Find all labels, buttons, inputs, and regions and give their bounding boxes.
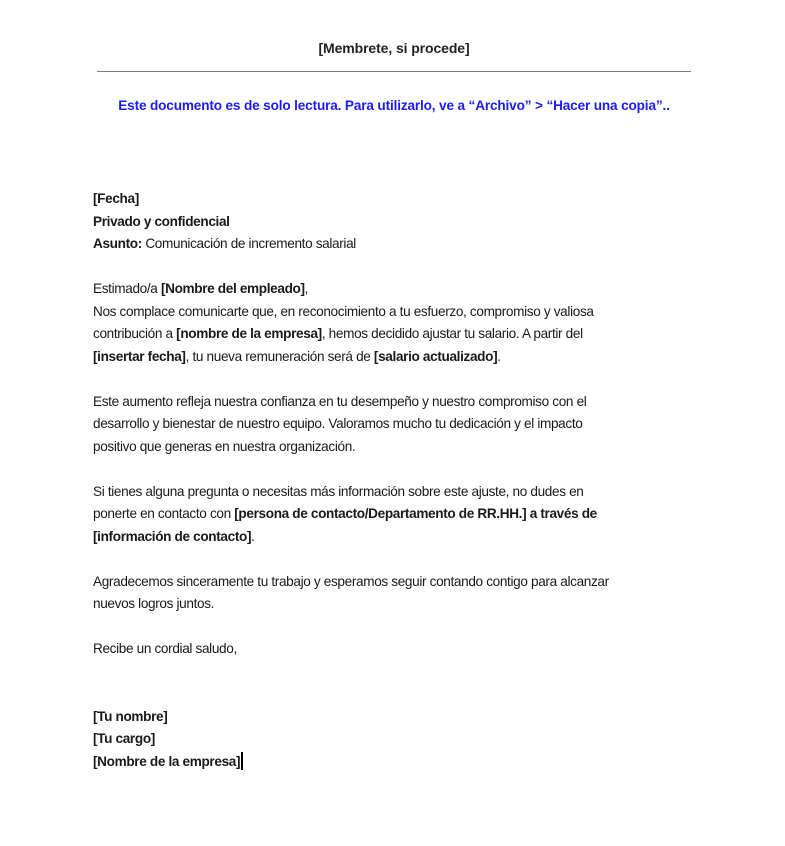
text-line (93, 346, 733, 369)
paragraph-spacer (93, 548, 733, 571)
text-line (93, 526, 733, 549)
bold-text: Privado y confidencial (93, 213, 230, 229)
paragraph-spacer (93, 661, 733, 706)
text: desarrollo y bienestar de nuestro equipo. Valoramos mucho tu dedicación y el impacto (93, 416, 583, 431)
text: nuevos logros juntos. (93, 596, 215, 611)
letter-body[interactable] (93, 188, 733, 773)
bold-text: [Tu nombre] (93, 708, 168, 724)
text: . (251, 528, 255, 544)
text: , hemos decidido ajustar tu salario. A partir del (321, 326, 583, 341)
text: Estimado/a (93, 281, 161, 296)
text-line (93, 278, 733, 301)
text-line (93, 751, 733, 774)
text: Si tienes alguna pregunta o necesitas más información sobre este ajuste, no dudes en (93, 483, 584, 499)
read-only-notice: Este documento es de solo lectura. Para utilizarlo, ve a “Archivo” > “Hacer una copia”.. (118, 98, 670, 113)
bold-text: [insertar fecha] (93, 348, 186, 364)
text: Comunicación de incremento salarial (141, 236, 356, 251)
paragraph-spacer (93, 256, 733, 279)
paragraph-1 (93, 278, 733, 368)
text: positivo que generas en nuestra organización. (93, 438, 356, 454)
bold-text: [Tu cargo] (93, 731, 155, 746)
text: , (304, 281, 309, 296)
text-line (93, 503, 733, 526)
text-line (93, 233, 733, 256)
bold-text: [Nombre de la empresa] (93, 753, 241, 769)
text-line (93, 188, 733, 211)
text-line (93, 391, 733, 414)
text-line (93, 481, 733, 504)
bold-text: [persona de contacto/Departamento de RR.HH.] a través de (234, 506, 597, 521)
text-line (93, 706, 733, 729)
header-divider (97, 71, 691, 72)
closing (93, 638, 733, 661)
text: contribución a (93, 326, 177, 341)
paragraph-2 (93, 391, 733, 459)
text-line (93, 571, 733, 594)
paragraph-3 (93, 481, 733, 549)
text-cursor (241, 752, 243, 770)
paragraph-4 (93, 571, 733, 616)
bold-text: [salario actualizado] (373, 348, 498, 364)
bold-text: Asunto: (93, 236, 142, 251)
text-line (93, 593, 733, 616)
letterhead-placeholder: [Membrete, si procede] (318, 40, 470, 56)
header-info (93, 188, 733, 256)
text: Agradecemos sinceramente tu trabajo y esperamos seguir contando contigo para alcanzar (93, 573, 609, 589)
text-line (93, 301, 733, 324)
bold-text: [información de contacto] (93, 528, 252, 544)
text-line (93, 413, 733, 436)
bold-text: [Nombre del empleado] (160, 281, 305, 296)
text-line (93, 211, 733, 234)
text-line (93, 436, 733, 459)
text-line (93, 323, 733, 346)
signature (93, 706, 733, 774)
text-line (93, 638, 733, 661)
paragraph-spacer (93, 458, 733, 481)
bold-text: [Fecha] (93, 191, 139, 206)
bold-text: [nombre de la empresa] (176, 326, 322, 341)
text: Nos complace comunicarte que, en reconocimiento a tu esfuerzo, compromiso y valiosa (93, 303, 594, 319)
text: . (497, 348, 501, 364)
text: ponerte en contacto con (93, 506, 235, 521)
text: , tu nueva remuneración será de (185, 348, 374, 364)
text: Este aumento refleja nuestra confianza en tu desempeño y nuestro compromiso con el (93, 393, 587, 409)
paragraph-spacer (93, 616, 733, 639)
text-line (93, 728, 733, 751)
paragraph-spacer (93, 368, 733, 391)
text: Recibe un cordial saludo, (93, 641, 237, 656)
